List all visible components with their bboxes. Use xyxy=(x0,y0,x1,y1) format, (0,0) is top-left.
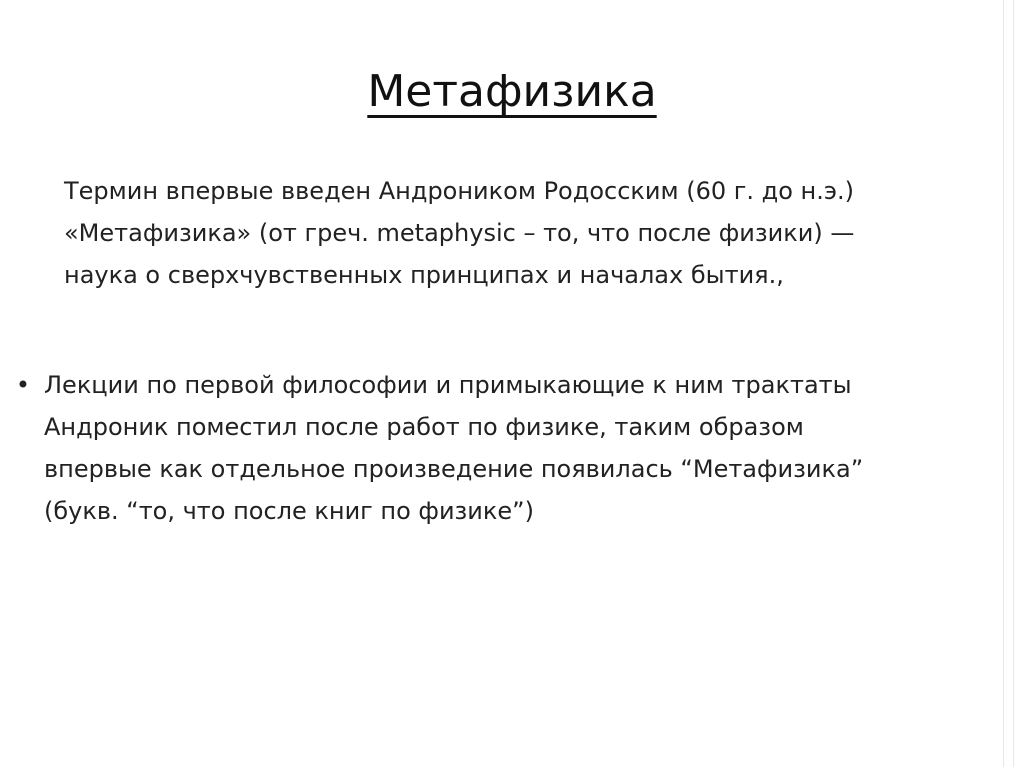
intro-line: «Метафизика» (от греч. metaphysic – то, что после физики) — xyxy=(64,219,855,247)
bullet-marker: • xyxy=(15,371,31,399)
intro-paragraph xyxy=(64,170,984,296)
slide-title-text: Метафизика xyxy=(367,66,657,117)
bullet-list xyxy=(8,364,1008,532)
intro-line: наука о сверхчувственных принципах и началах бытия., xyxy=(64,261,784,289)
bullet-line: (букв. “то, что после книг по физике”) xyxy=(44,497,534,525)
bullet-line: Андроник поместил после работ по физике, таким образом xyxy=(44,413,804,441)
intro-line: Термин впервые введен Андроником Родосским (60 г. до н.э.) xyxy=(64,177,855,205)
bullet-line: Лекции по первой философии и примыкающие к ним трактаты xyxy=(44,371,852,399)
slide-title xyxy=(0,62,1024,122)
bullet-item xyxy=(8,364,1008,532)
bullet-line: впервые как отдельное произведение появилась “Метафизика” xyxy=(44,455,864,483)
